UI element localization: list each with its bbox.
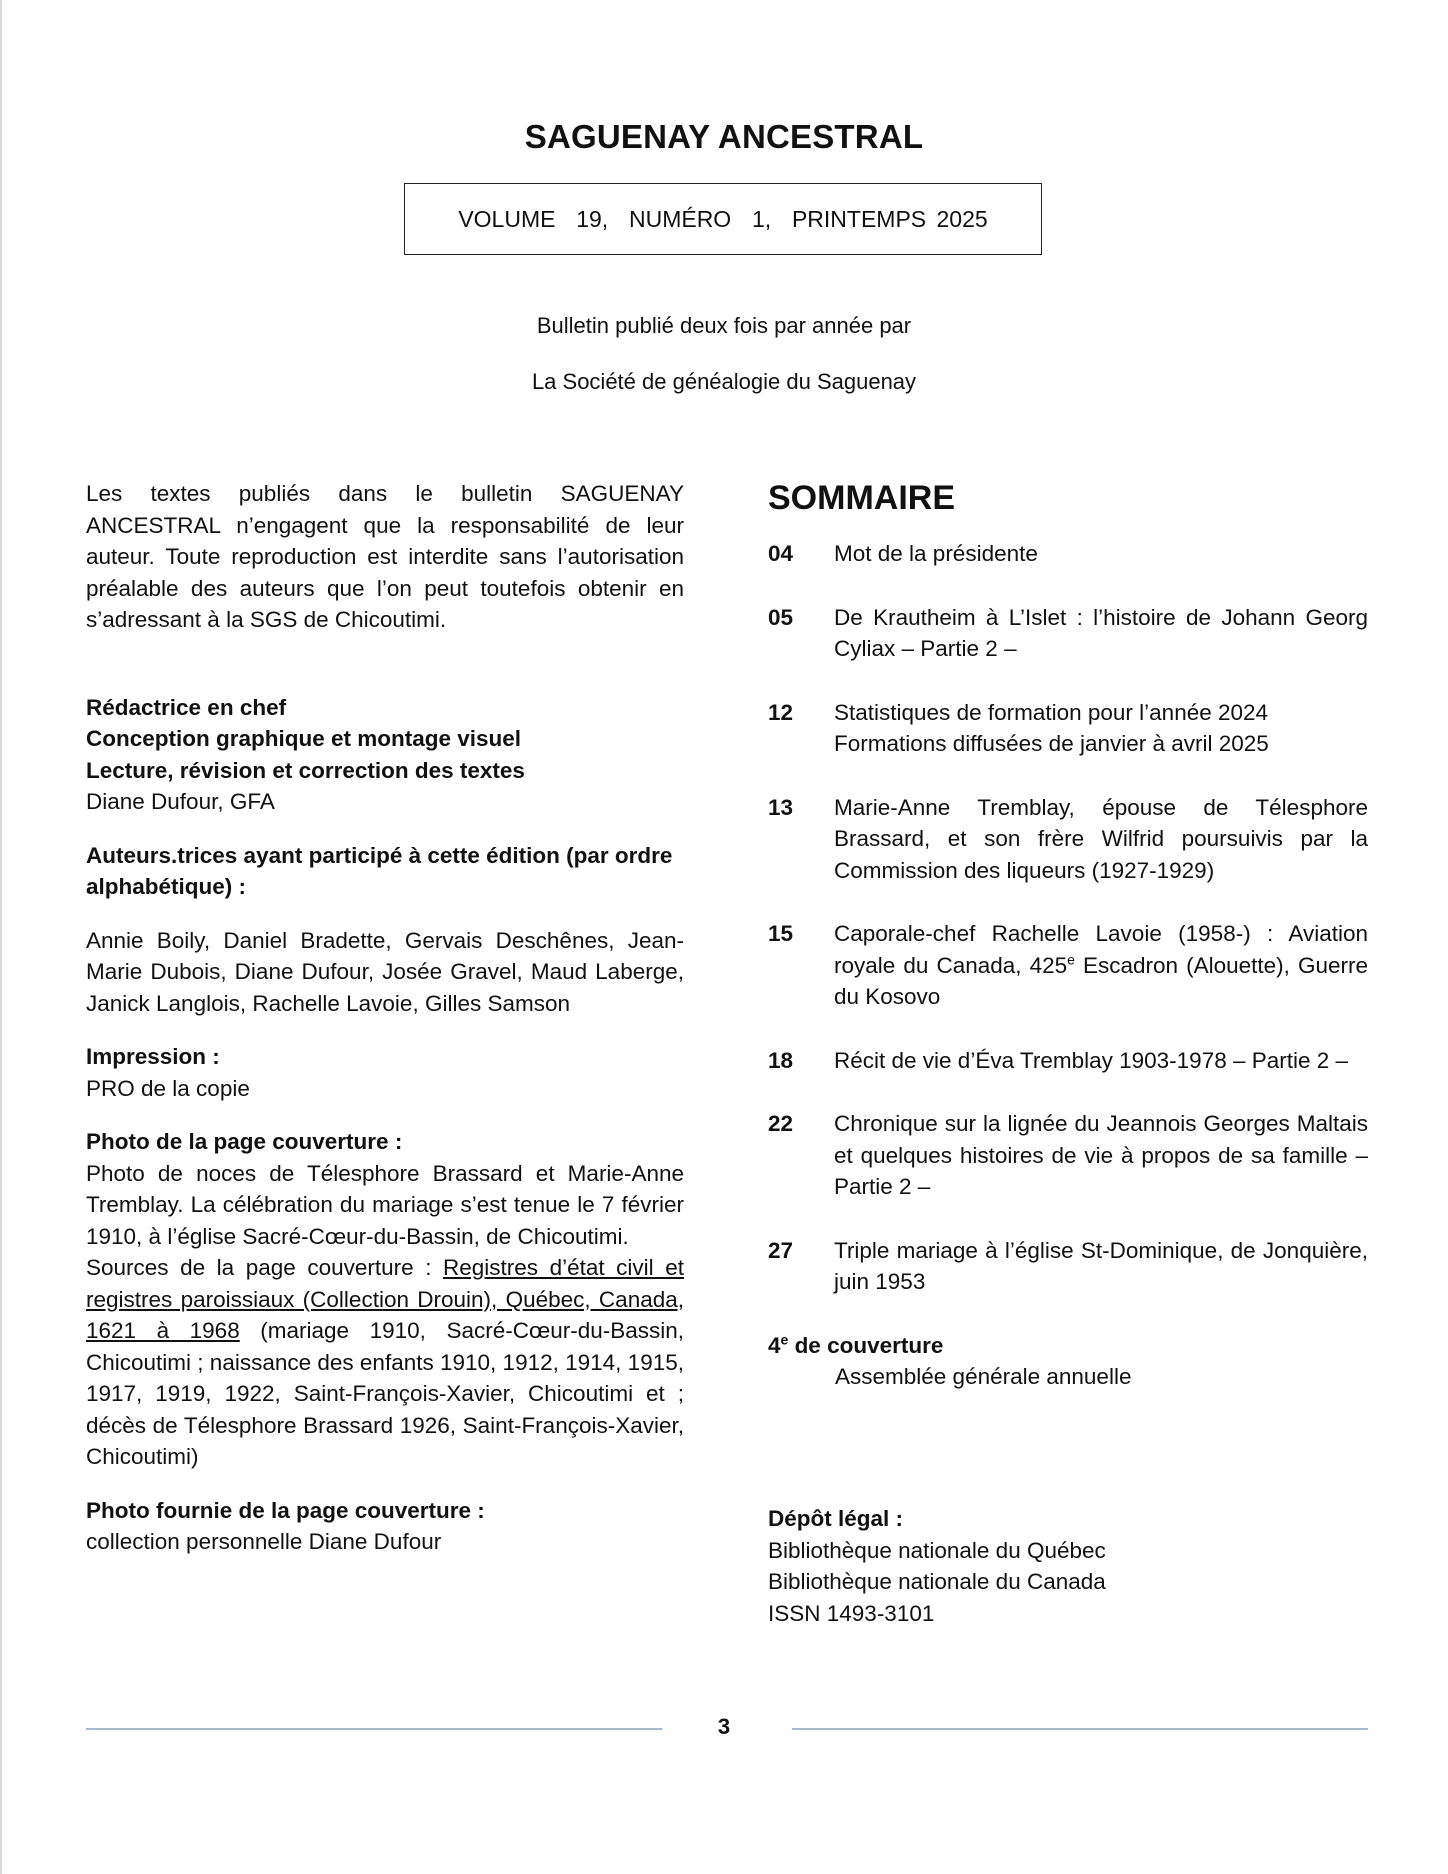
issn: ISSN 1493-3101 [768, 1600, 935, 1626]
back-cover-label-text: de couverture [788, 1332, 944, 1358]
impression-value: PRO de la copie [86, 1075, 250, 1101]
toc-title-superscript: e [1067, 951, 1075, 967]
bulletin-title: SAGUENAY ANCESTRAL [524, 118, 924, 155]
back-cover-entry [768, 1330, 1368, 1393]
photo-credit-value: collection personnelle Diane Dufour [86, 1529, 442, 1554]
toc-title: Triple mariage à l’église St-Dominique, de Jonquière, juin 1953 [834, 1237, 1368, 1294]
sources-details: (mariage 1910, Sacré-Cœur-du-Bassin, Chicoutimi ; naissance des enfants 1910, 1912, 1914, 1915, 1917, 1919, 1922, Saint-François-Xavier, Chicoutimi et ; décès de Télesphore Brassard 1926, Saint-François-Xavier, Chicoutimi) [86, 1318, 684, 1469]
role-3: Lecture, révision et correction des textes [86, 757, 525, 783]
toc-page-number: 22 [768, 1111, 794, 1136]
back-cover-text: Assemblée générale annuelle [835, 1364, 1132, 1389]
toc-title: De Krautheim à L’Islet : l’histoire de Johann Georg Cyliax – Partie 2 – [834, 604, 1368, 661]
cover-sources [86, 1252, 684, 1473]
footer-rule-right [792, 1728, 1368, 1730]
legal-deposit-heading: Dépôt légal : [768, 1506, 904, 1531]
authors-heading: Auteurs.trices ayant participé à cette édition (par ordre alphabétique) : [86, 842, 673, 899]
sommaire-section [768, 476, 1368, 1393]
publisher-line-2: La Société de généalogie du Saguenay [531, 369, 917, 394]
sources-prefix: Sources de la page couverture : [86, 1255, 443, 1280]
toc-page-number: 05 [768, 604, 794, 630]
toc-title-line: Statistiques de formation pour l’année 2024 [834, 699, 1269, 725]
disclaimer: Les textes publiés dans le bulletin SAGUENAY ANCESTRAL n’engagent que la responsabilité de leur auteur. Toute reproduction est interdite sans l’autorisation préalable des auteurs que l’on peut toutefois obtenir en s’adressant à la SGS de Chicoutimi. [86, 481, 684, 632]
page-edge [0, 0, 2, 1874]
toc-title: Mot de la présidente [834, 541, 1038, 566]
toc-title: Marie-Anne Tremblay, épouse de Télesphore Brassard, et son frère Wilfrid poursuivis par la Commission des liqueurs (1927-1929) [834, 794, 1368, 883]
toc-item [768, 538, 1368, 570]
toc-page-number: 04 [768, 541, 794, 566]
legal-deposit-line: Bibliothèque nationale du Canada [768, 1569, 1106, 1594]
toc-title-part: Caporale-chef Rachelle Lavoie (1958-) : Aviation royale du Canada, 425 [834, 921, 1368, 978]
back-cover-superscript: e [780, 1331, 789, 1347]
authors-list: Annie Boily, Daniel Bradette, Gervais Deschênes, Jean-Marie Dubois, Diane Dufour, Josée Gravel, Maud Laberge, Janick Langlois, Rachelle Lavoie, Gilles Samson [86, 927, 684, 1016]
impression-heading: Impression : [86, 1044, 220, 1069]
toc-title [834, 697, 1368, 760]
toc-title: Chronique sur la lignée du Jeannois Georges Maltais et quelques histoires de vie à propos de sa famille – Partie 2 – [834, 1111, 1368, 1199]
toc-title: Récit de vie d’Éva Tremblay 1903-1978 – Partie 2 – [834, 1047, 1349, 1073]
toc-page-number: 13 [768, 794, 794, 820]
role-1: Rédactrice en chef [86, 694, 287, 720]
photo-credit-heading: Photo fournie de la page couverture : [86, 1497, 485, 1523]
left-column [86, 478, 684, 1558]
toc-title [834, 918, 1368, 1013]
toc-item [768, 918, 1368, 1013]
legal-deposit-line: Bibliothèque nationale du Québec [768, 1537, 1106, 1563]
toc-item [768, 1235, 1368, 1298]
cover-photo-heading: Photo de la page couverture : [86, 1129, 403, 1154]
toc-title-line: Formations diffusées de janvier à avril 2025 [834, 731, 1269, 756]
toc-item [768, 602, 1368, 665]
toc-page-number: 12 [768, 699, 794, 725]
role-2: Conception graphique et montage visuel [86, 726, 522, 751]
toc-page-number: 15 [768, 921, 794, 946]
page-number: 3 [717, 1714, 731, 1739]
volume-line: VOLUME 19, NUMÉRO 1, PRINTEMPS 2025 [458, 205, 988, 232]
toc-page-number: 27 [768, 1237, 794, 1263]
sources-link[interactable]: Registres d’état civil et registres paroissiaux (Collection Drouin), Québec, Canada, 1621 à 1968 [86, 1255, 684, 1343]
sommaire-heading: SOMMAIRE [768, 479, 955, 517]
legal-deposit [768, 1503, 1368, 1629]
back-cover-label [768, 1330, 1368, 1362]
toc-item [768, 792, 1368, 887]
toc-item [768, 1045, 1368, 1077]
toc-item [768, 1108, 1368, 1203]
editor-name: Diane Dufour, GFA [86, 789, 275, 814]
toc-title-part: Escadron (Alouette), Guerre du Kosovo [834, 952, 1369, 1009]
publisher-line-1: Bulletin publié deux fois par année par [536, 313, 912, 338]
volume-box [404, 183, 1042, 255]
toc-page-number: 18 [768, 1047, 794, 1073]
back-cover-number: 4 [768, 1332, 781, 1358]
cover-photo-description: Photo de noces de Télesphore Brassard et Marie-Anne Tremblay. La célébration du mariage s’est tenue le 7 février 1910, à l’église Sacré-Cœur-du-Bassin, de Chicoutimi. [86, 1160, 684, 1249]
toc-item [768, 697, 1368, 760]
